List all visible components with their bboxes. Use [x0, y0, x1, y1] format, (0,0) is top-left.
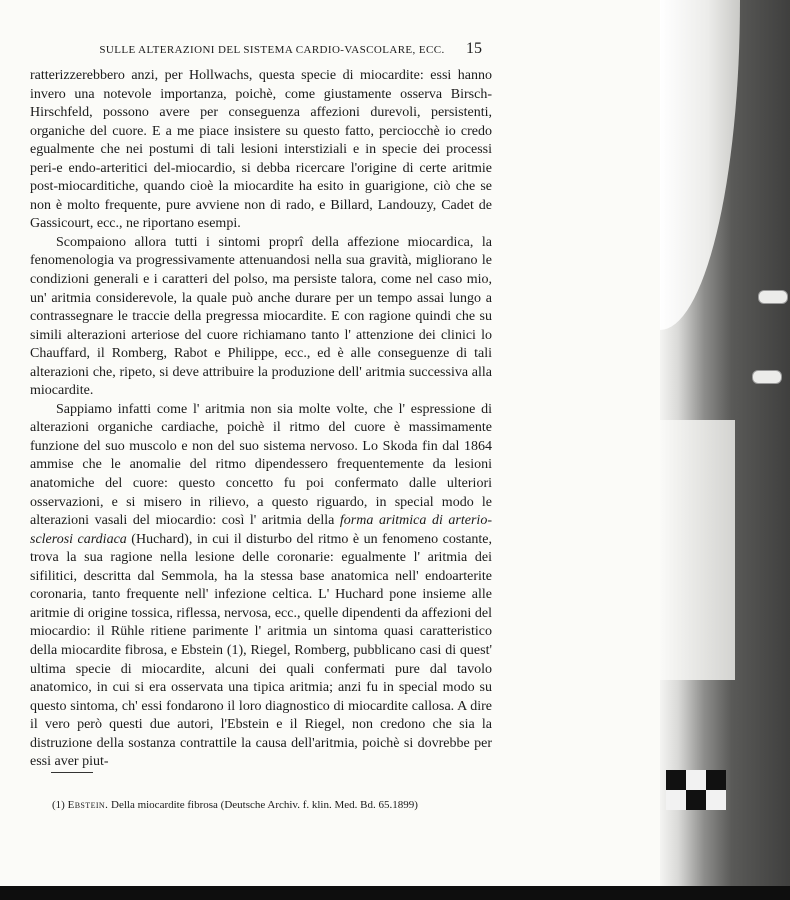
main-text: [30, 67, 492, 772]
paragraph-3: [30, 401, 492, 772]
paragraph-2: Scompaiono allora tutti i sintomi proprî della affezione miocardica, la fenomenologia va progressivamente attenuandosi nella sua gravità, migliorano le condizioni generali e i caratteri del polso, ma persiste talora, come nel caso mio, un' aritmia considerevole, la quale può anche durare per un tempo assai lungo a contrassegnare le traccie della pregressa miocardite. E con ragione quindi che su simili alterazioni arteriose del cuore richiamano tanto l' attenzione dei clinici lo Chauffard, il Romberg, Rabot e Philippe, ecc., ed è alle conseguenze di tali alterazioni che, ripeto, si deve attribuire la produzione dell' aritmia successiva alla miocardite.: [30, 234, 492, 399]
footnote: [52, 799, 512, 811]
running-header: SULLE ALTERAZIONI DEL SISTEMA CARDIO-VASCOLARE, ECC.: [99, 44, 445, 56]
scan-border: [0, 886, 790, 900]
paragraph-3-text-a: Sappiamo infatti come l' aritmia non sia molte volte, che l' espressione di alterazioni organiche cardiache, poichè il ritmo del cuore è massimamente funzione del suo muscolo e non del suo sistema nervoso. Lo Skoda fin dal 1864 ammise che le anomalie del ritmo dipendessero frequentemente da lesioni anatomiche del cuore: questo concetto fu poi confermato dalle ulteriori osservazioni, e si misero in rilievo, a questo riguardo, in special modo le alterazioni vasali del miocardio: così l' aritmia della: [30, 401, 492, 529]
color-checker-icon: [666, 770, 726, 810]
clip-icon: [752, 370, 782, 384]
footnote-rule: [51, 772, 93, 773]
footnote-author: Ebstein.: [67, 799, 109, 811]
page-number: 15: [466, 40, 482, 57]
page-curl: [660, 0, 740, 330]
page-edge: [660, 420, 735, 680]
italic-term: forma aritmica di arterio-sclerosi cardiaca: [30, 513, 492, 547]
footnote-text: Della miocardite fibrosa (Deutsche Archiv. f. klin. Med. Bd. 65.1899): [111, 799, 418, 811]
book-binding-shadow: [660, 0, 790, 900]
footnote-marker: (1): [52, 799, 65, 811]
paragraph-3-text-b: (Huchard), in cui il disturbo del ritmo è un fenomeno costante, trova la sua ragione nella lesione delle coronarie: egualmente l' aritmia dei sifilitici, descritta dal Semmola, ha la stessa base anatomica nell' endoarterite coronaria, tanto frequente nell' infezione celtica. L' Huchard pone insieme alle aritmie di origine tossica, riflessa, nervosa, ecc., quelle dipendenti da affezioni del miocardio: il Rühle ritiene parimente l' aritmia un sintoma quasi caratteristico della miocardite fibrosa, e Ebstein (1), Riegel, Romberg, pubblicano casi di quest' ultima specie di miocardite, alcuni dei quali confermati pure dal tavolo anatomico, in cui si era osservata una tipica aritmia; anzi fu in special modo su questo sintoma, ch' essi fondarono il loro diagnostico di miocardite callosa. A dire il vero però questi due autori, l'Ebstein e il Riegel, non credono che sia la distruzione della sostanza contrattile la causa dell'aritmia, poichè si dovrebbe per essi aver piut-: [30, 531, 493, 770]
clip-icon: [758, 290, 788, 304]
paragraph-1: ratterizzerebbero anzi, per Hollwachs, questa specie di miocardite: essi hanno invero una notevole importanza, poichè, come giustamente osserva Birsch-Hirschfeld, possono avere per conseguenza affezioni durevoli, persistenti, organiche del cuore. E a me piace insistere su questo fatto, perciocchè io credo egualmente che nei postumi di tali lesioni interstiziali e in specie dei processi peri-e endo-arteritici del-miocardio, si debba ricercare l'origine di certe aritmie post-miocarditiche, quando cioè la miocardite ha esito in guarigione, ciò che se non è molto frequente, pure avviene non di rado, e Billard, Landouzy, Cadet de Gassicourt, ecc., ne riportano esempi.: [30, 68, 492, 232]
